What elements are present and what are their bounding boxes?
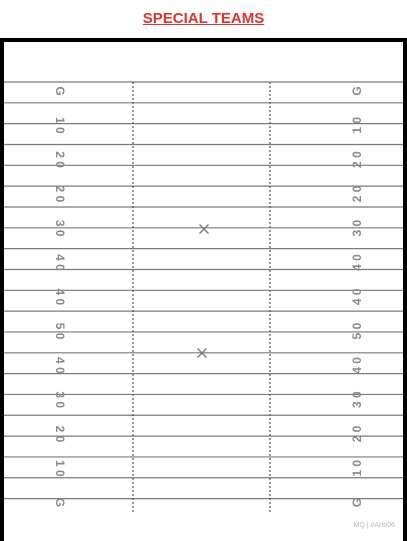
- yard-number-right: 3 0: [350, 391, 365, 409]
- yard-number-left: 3 0: [52, 391, 67, 409]
- yard-number-right: 4 0: [350, 357, 365, 374]
- yard-number-left: 1 0: [52, 459, 67, 477]
- yard-number-left: 4 0: [52, 288, 67, 306]
- yard-number-left: 4 0: [52, 254, 67, 271]
- yard-number-right: G: [350, 497, 365, 508]
- yard-number-right: 5 0: [350, 322, 365, 340]
- credit-text: MQ | #Arto06: [353, 522, 395, 529]
- yard-number-right: 4 0: [350, 288, 365, 306]
- yard-number-right: 1 0: [350, 459, 365, 477]
- yard-number-left: 2 0: [52, 151, 67, 168]
- page-title: SPECIAL TEAMS: [142, 10, 265, 27]
- yard-number-left: G: [52, 86, 67, 96]
- yard-number-left: 2 0: [52, 425, 67, 443]
- field-diagram: [4, 42, 403, 541]
- yard-number-left: 4 0: [52, 357, 67, 374]
- yard-number-right: 2 0: [350, 185, 365, 203]
- yard-number-left: 2 0: [52, 185, 67, 203]
- yard-number-left: 5 0: [52, 322, 67, 340]
- yard-number-right: 1 0: [350, 116, 365, 134]
- yard-number-right: 2 0: [350, 425, 365, 443]
- yard-number-right: G: [350, 86, 365, 96]
- yard-number-left: 1 0: [52, 116, 67, 134]
- yard-number-right: 2 0: [350, 151, 365, 168]
- football-field: [0, 38, 407, 541]
- yard-number-left: 3 0: [52, 219, 67, 237]
- yard-number-right: 3 0: [350, 219, 365, 237]
- yard-number-right: 4 0: [350, 254, 365, 271]
- yard-number-left: G: [52, 497, 67, 508]
